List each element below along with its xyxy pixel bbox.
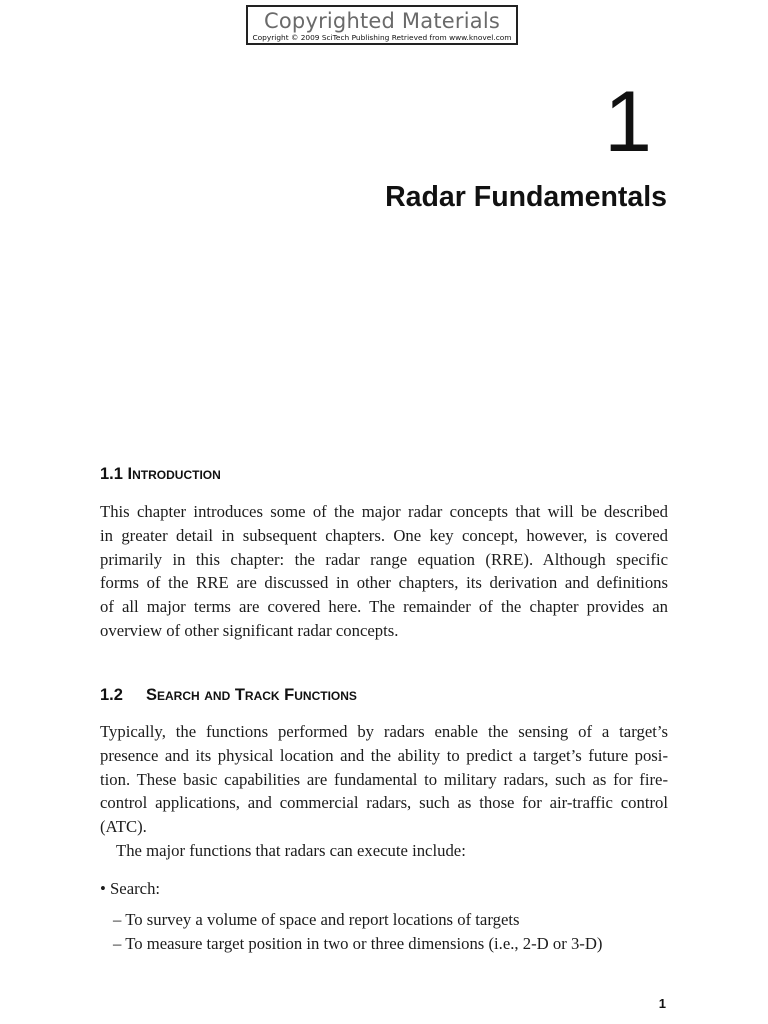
paragraph-line: tion. These basic capabilities are fundamental to military radars, such as for fire- <box>100 769 668 789</box>
paragraph-line: of all major terms are covered here. The remainder of the chapter provides an <box>100 597 668 617</box>
stamp-title: Copyrighted Materials <box>264 9 500 33</box>
paragraph-line: control applications, and commercial radars, such as those for air-traffic control <box>100 793 668 813</box>
stamp-subtitle: Copyright © 2009 SciTech Publishing Retrieved from www.knovel.com <box>252 33 512 42</box>
lead-in-line: The major functions that radars can execute include: <box>116 840 466 860</box>
introduction-paragraph <box>100 500 668 643</box>
chapter-number: 1 <box>604 74 652 170</box>
bullet-search: • Search: <box>100 879 161 898</box>
search-track-paragraph <box>100 720 668 863</box>
section-title: Search and Track Functions <box>146 686 357 704</box>
paragraph-line: forms of the RRE are discussed in other chapters, its derivation and definitions <box>100 573 668 593</box>
section-heading-search-track <box>100 684 357 706</box>
paragraph-line: presence and its physical location and the ability to predict a target’s future posi- <box>100 745 668 765</box>
sub-item: – To survey a volume of space and report locations of targets <box>113 910 520 929</box>
paragraph-line: in greater detail in subsequent chapters. One key concept, however, is covered <box>100 525 668 545</box>
paragraph-line: primarily in this chapter: the radar range equation (RRE). Although specific <box>100 549 668 569</box>
section-number: 1.1 <box>100 465 123 483</box>
section-number: 1.2 <box>100 686 123 704</box>
paragraph-line: This chapter introduces some of the major radar concepts that will be described <box>100 502 668 521</box>
page-number: 1 <box>658 996 666 1011</box>
chapter-title: Radar Fundamentals <box>385 181 667 213</box>
copyright-stamp <box>246 5 518 45</box>
section-heading-introduction <box>100 463 221 485</box>
section-title: Introduction <box>127 465 221 483</box>
paragraph-line: overview of other significant radar concepts. <box>100 620 399 640</box>
paragraph-line: (ATC). <box>100 817 147 837</box>
sub-item: – To measure target position in two or three dimensions (i.e., 2-D or 3-D) <box>113 934 603 953</box>
paragraph-line: Typically, the functions performed by radars enable the sensing of a target’s <box>100 722 668 741</box>
